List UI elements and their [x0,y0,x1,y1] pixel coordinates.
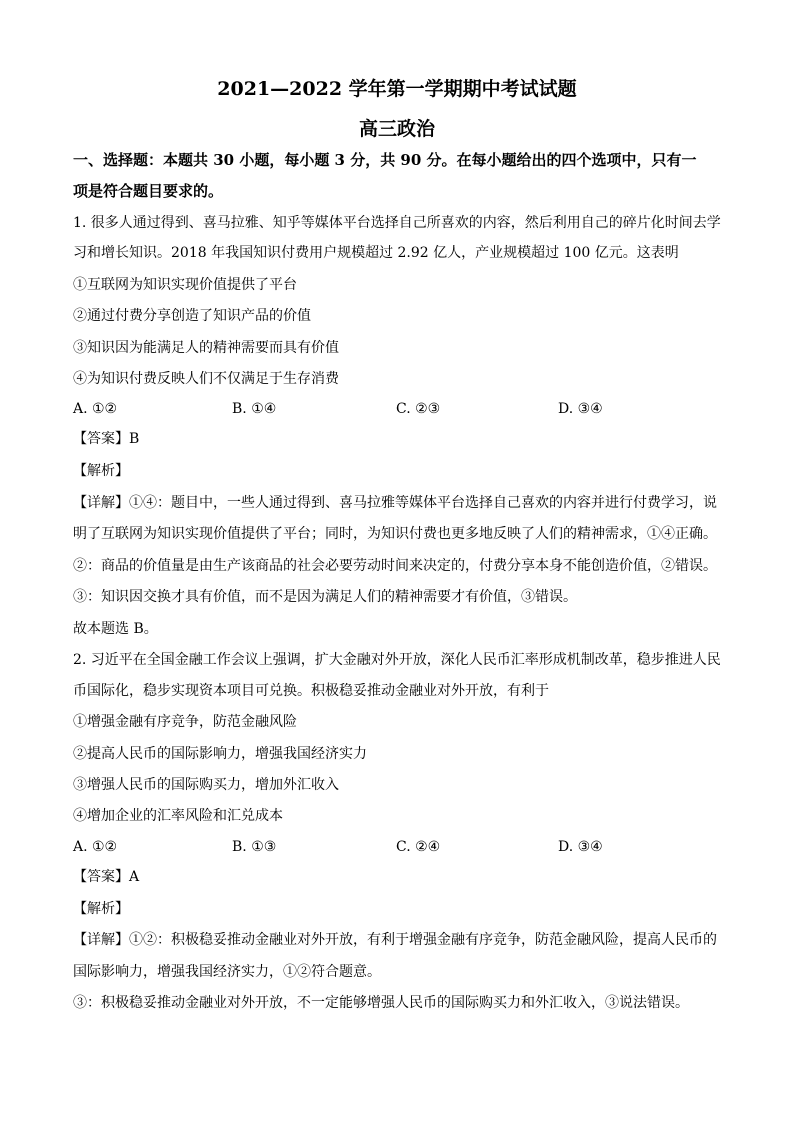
q1-stem-line-1: 1. 很多人通过得到、喜马拉雅、知乎等媒体平台选择自己所喜欢的内容，然后利用自己的碎片化时间去学 [73,215,721,231]
q1-detail-line-5: 故本题选 B。 [73,621,158,637]
q2-option-b: B. ①③ [232,839,277,855]
q2-option-c: C. ②④ [396,839,441,855]
q2-option-d: D. ③④ [558,839,603,855]
section-heading-line-2: 项是符合题目要求的。 [73,182,224,200]
q2-item-3: ③增强人民币的国际购买力，增加外汇收入 [73,777,339,793]
q1-item-4: ④为知识付费反映人们不仅满足于生存消费 [73,371,339,387]
section-heading-line-1: 一、选择题：本题共 30 小题，每小题 3 分，共 90 分。在每小题给出的四个选项中，只有一 [73,151,697,169]
q2-detail-line-3: ③：积极稳妥推动金融业对外开放，不一定能够增强人民币的国际购买力和外汇收入，③说法错误。 [73,995,689,1011]
q1-answer: 【答案】B [73,431,140,447]
q1-detail-line-2: 明了互联网为知识实现价值提供了平台；同时，为知识付费也更多地反映了人们的精神需求，①④正确。 [73,526,717,542]
q1-item-3: ③知识因为能满足人的精神需要而具有价值 [73,340,339,356]
q2-option-a: A. ①② [73,839,118,855]
q1-option-a: A. ①② [73,401,118,417]
q1-detail-line-4: ③：知识因交换才具有价值，而不是因为满足人们的精神需要才有价值，③错误。 [73,589,577,605]
q2-item-2: ②提高人民币的国际影响力，增强我国经济实力 [73,746,367,762]
q1-detail-line-1: 【详解】①④：题目中，一些人通过得到、喜马拉雅等媒体平台选择自己喜欢的内容并进行付费学习，说 [73,495,717,511]
q1-analysis-label: 【解析】 [73,463,129,479]
q2-detail-line-2: 国际影响力，增强我国经济实力，①②符合题意。 [73,964,381,980]
q2-item-4: ④增加企业的汇率风险和汇兑成本 [73,808,283,824]
q2-stem-line-1: 2. 习近平在全国金融工作会议上强调，扩大金融对外开放，深化人民币汇率形成机制改革，稳步推进人民 [73,652,721,668]
q1-stem-line-2: 习和增长知识。2018 年我国知识付费用户规模超过 2.92 亿人，产业规模超过 100 亿元。这表明 [73,245,679,261]
page-title: 2021—2022 学年第一学期期中考试试题 [217,78,577,100]
q2-item-1: ①增强金融有序竞争，防范金融风险 [73,714,297,730]
q1-option-b: B. ①④ [232,401,277,417]
q1-item-1: ①互联网为知识实现价值提供了平台 [73,277,297,293]
q1-detail-line-3: ②：商品的价值量是由生产该商品的社会必要劳动时间来决定的，付费分享本身不能创造价值，②错误。 [73,558,717,574]
q2-stem-line-2: 币国际化，稳步实现资本项目可兑换。积极稳妥推动金融业对外开放，有利于 [73,683,549,699]
q1-item-2: ②通过付费分享创造了知识产品的价值 [73,308,311,324]
q1-option-c: C. ②③ [396,401,441,417]
page-subtitle: 高三政治 [358,118,435,140]
q2-answer: 【答案】A [73,869,140,885]
q2-analysis-label: 【解析】 [73,901,129,917]
q1-option-d: D. ③④ [558,401,603,417]
q2-detail-line-1: 【详解】①②：积极稳妥推动金融业对外开放，有利于增强金融有序竞争，防范金融风险，提高人民币的 [73,932,717,948]
